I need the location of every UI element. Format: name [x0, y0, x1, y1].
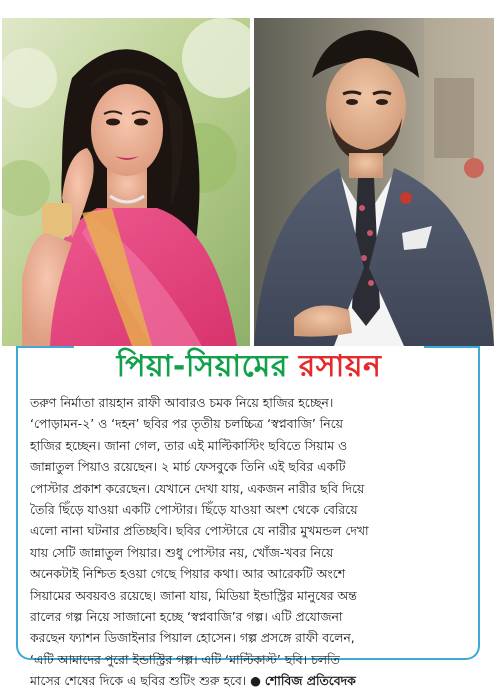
article-line: ‘এটি আমাদের পুরো ইন্ডাস্ট্রির গল্প। এটি ‘মাল্টিকাস্ট’ ছবি। চলতি [30, 651, 340, 667]
article-line: তৈরি ছিঁড়ে যাওয়া একটি পোস্টার। ছিঁড়ে যাওয়া অংশ থেকে বেরিয়ে [30, 502, 358, 518]
article-last-line [30, 670, 472, 691]
article-line: মাসের শেষের দিকে এ ছবির শুটিং শুরু হবে। [30, 673, 247, 689]
article-line: করছেন ফ্যাশন ডিজাইনার পিয়াল হোসেন। গল্প প্রসঙ্গে রাফী বলেন, [30, 630, 355, 646]
article-body [30, 392, 472, 692]
headline [0, 344, 498, 390]
article-line: যায় সেটি জান্নাতুল পিয়ার। শুধু পোস্টার নয়, খোঁজ-খবর নিয়ে [30, 544, 334, 560]
man-portrait-photo [254, 18, 494, 346]
article-line: জান্নাতুল পিয়াও রয়েছেন। ২ মার্চ ফেসবুকে তিনি এই ছবির একটি [30, 459, 346, 475]
headline-part-chemistry: রসায়ন [298, 349, 382, 384]
article-line: তরুণ নির্মাতা রায়হান রাফী আবারও চমক নিয়ে হাজির হচ্ছেন। [30, 395, 334, 410]
article-line: এলো নানা ঘটনার প্রতিচ্ছবি। ছবির পোস্টারে যে নারীর মুখমন্ডল দেখা [30, 523, 369, 539]
article-line: অনেকটাই নিশ্চিত হওয়া গেছে পিয়ার কথা। আর আরেকটি অংশে [30, 566, 346, 582]
article-line: হাজির হচ্ছেন। জানা গেল, তার এই মাল্টিকাস্টিং ছবিতে সিয়াম ও [30, 437, 348, 453]
headline-part-names: পিয়া-সিয়ামের [116, 349, 288, 384]
byline: শোবিজ প্রতিবেদক [264, 673, 356, 689]
byline-marker: ● [250, 673, 261, 689]
article-line: সিয়ামের অবয়বও রয়েছে। জানা যায়, মিডিয়া ইন্ডাস্ট্রির মানুষের অন্ত [30, 587, 357, 603]
article-line: ‘পোড়ামন-২’ ও ‘দহন’ ছবির পর তৃতীয় চলচ্চিত্র ‘স্বপ্নবাজি’ নিয়ে [30, 416, 343, 432]
article-line: পোস্টার প্রকাশ করেছেন। যেখানে দেখা যায়, একজন নারীর ছবি দিয়ে [30, 480, 365, 496]
article-line: রালের গল্প নিয়ে সাজানো হচ্ছে ‘স্বপ্নবাজি’র গল্প। এটি প্রযোজনা [30, 609, 343, 625]
woman-portrait-photo [2, 18, 250, 346]
